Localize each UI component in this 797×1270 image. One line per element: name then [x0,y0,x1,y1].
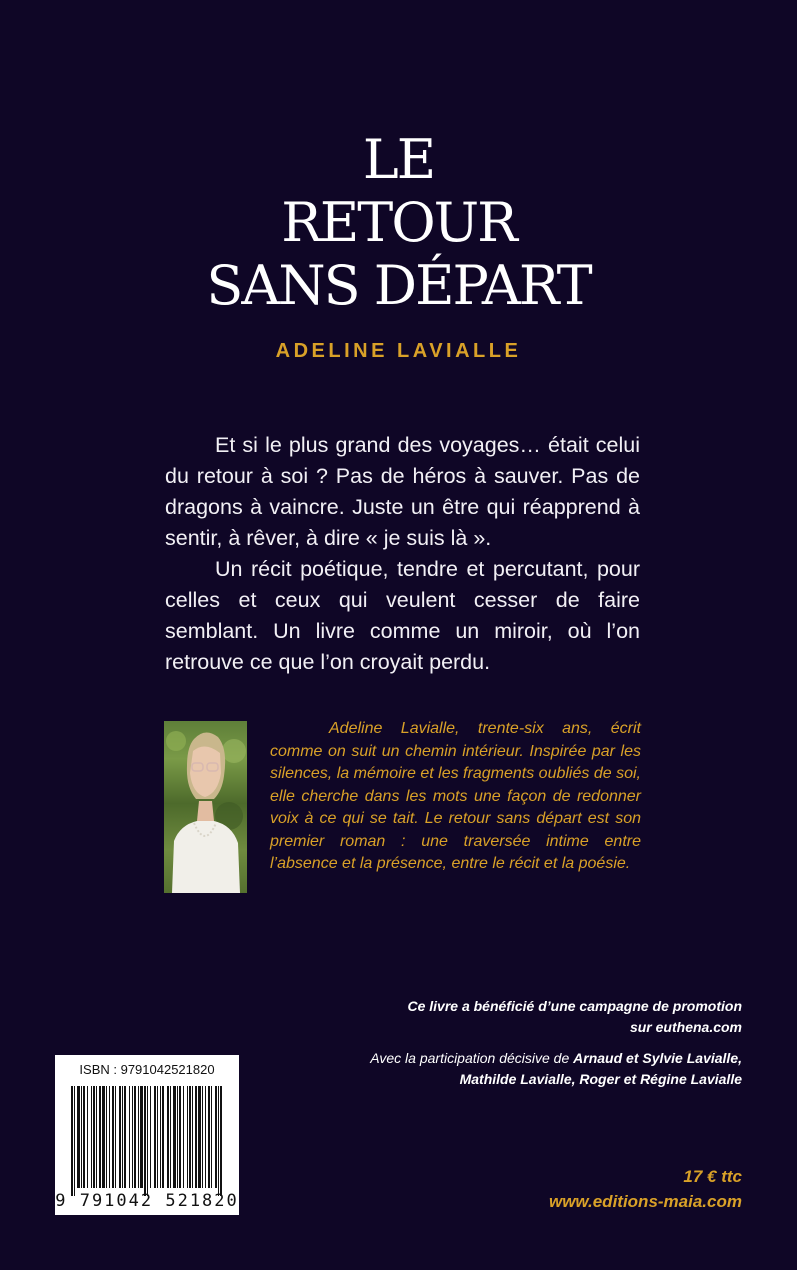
title-line-1: LE [362,128,435,191]
barcode-bar [122,1086,123,1188]
barcode-bar [150,1086,151,1188]
barcode-bar [129,1086,130,1188]
barcode-bar [140,1086,143,1188]
blurb-paragraph-1: Et si le plus grand des voyages… était celui du retour à soi ? Pas de héros à sauver. Pas de dragons à vaincre. Juste un être qui réapprend à sentir, à rêver, à dire « je suis là ». [165,433,640,550]
barcode-bar [119,1086,121,1188]
barcode-bars-icon [71,1086,223,1196]
promo-line-2: sur euthena.com [629,1019,742,1035]
barcode-bar [160,1086,161,1188]
barcode-bar [106,1086,107,1188]
price-block [442,1164,742,1214]
barcode-bar [93,1086,95,1188]
barcode-bar [157,1086,158,1188]
barcode-bar [211,1086,212,1188]
barcode-bar [170,1086,171,1188]
barcode-bar [83,1086,85,1188]
barcode-bar [162,1086,164,1188]
barcode-bar [99,1086,101,1188]
title-line-3: SANS DÉPART [206,254,591,317]
barcode-bar [189,1086,191,1188]
barcode-bar [187,1086,188,1188]
barcode-bar [96,1086,97,1188]
barcode-bar [81,1086,82,1188]
barcode-bar [115,1086,116,1188]
author-photo [164,721,247,893]
author-portrait-image [164,721,247,893]
barcode-bar [77,1086,80,1188]
back-cover-blurb [165,430,640,678]
barcode [55,1055,239,1215]
book-title [0,128,797,317]
promotion-notice [322,996,742,1100]
promo-line-1: Ce livre a bénéficié d’une campagne de promotion [407,998,742,1014]
barcode-bar [183,1086,184,1188]
barcode-bar [87,1086,88,1188]
barcode-bar [147,1086,148,1196]
author-name: ADELINE LAVIALLE [275,340,522,362]
barcode-bar [179,1086,181,1188]
barcode-bar [154,1086,156,1188]
barcode-bar [177,1086,178,1188]
barcode-digits: 9 791042 521820 [55,1191,239,1211]
barcode-bar [102,1086,105,1188]
isbn-label: ISBN : 9791042521820 [79,1062,215,1077]
barcode-bar [198,1086,201,1188]
barcode-bar [109,1086,110,1188]
barcode-bar [167,1086,169,1188]
barcode-bar [192,1086,193,1188]
publisher-website: www.editions-maia.com [548,1192,742,1211]
barcode-bar [124,1086,126,1188]
barcode-bar [91,1086,92,1188]
barcode-bar [132,1086,133,1188]
blurb-paragraph-2: Un récit poétique, tendre et percutant, pour celles et ceux qui veulent cesser de faire semblant. Un livre comme un miroir, où l’on retrouve ce que l’on croyait perdu. [165,557,640,674]
author-bio: Adeline Lavialle, trente-six ans, écrit comme on suit un chemin intérieur. Inspirée par les silences, la mémoire et les fragments oubliés de soi, elle cherche dans les mots une façon de redonner voix à ce qui se tait. Le retour sans départ est son premier roman : une traversée intime entre l’absence et la présence, entre le récit et la poésie. [270,720,641,872]
barcode-bar [215,1086,217,1188]
barcode-bar [138,1086,139,1188]
barcode-bar [208,1086,210,1188]
barcode-bar [205,1086,206,1188]
barcode-bar [220,1086,222,1196]
barcode-bar [71,1086,73,1196]
barcode-bar [112,1086,114,1188]
barcode-bar [195,1086,197,1188]
barcode-bar [218,1086,219,1196]
title-line-2: RETOUR [281,191,516,254]
participation-names-2: Mathilde Lavialle, Roger et Régine Lavialle [459,1071,742,1087]
barcode-bar [74,1086,75,1196]
barcode-bar [144,1086,146,1196]
barcode-bar [134,1086,136,1188]
participation-names-1: Arnaud et Sylvie Lavialle, [573,1050,742,1066]
participation-prefix: Avec la participation décisive de [370,1050,574,1066]
price-amount: 17 € ttc [683,1167,742,1186]
barcode-bar [173,1086,176,1188]
barcode-bar [202,1086,203,1188]
